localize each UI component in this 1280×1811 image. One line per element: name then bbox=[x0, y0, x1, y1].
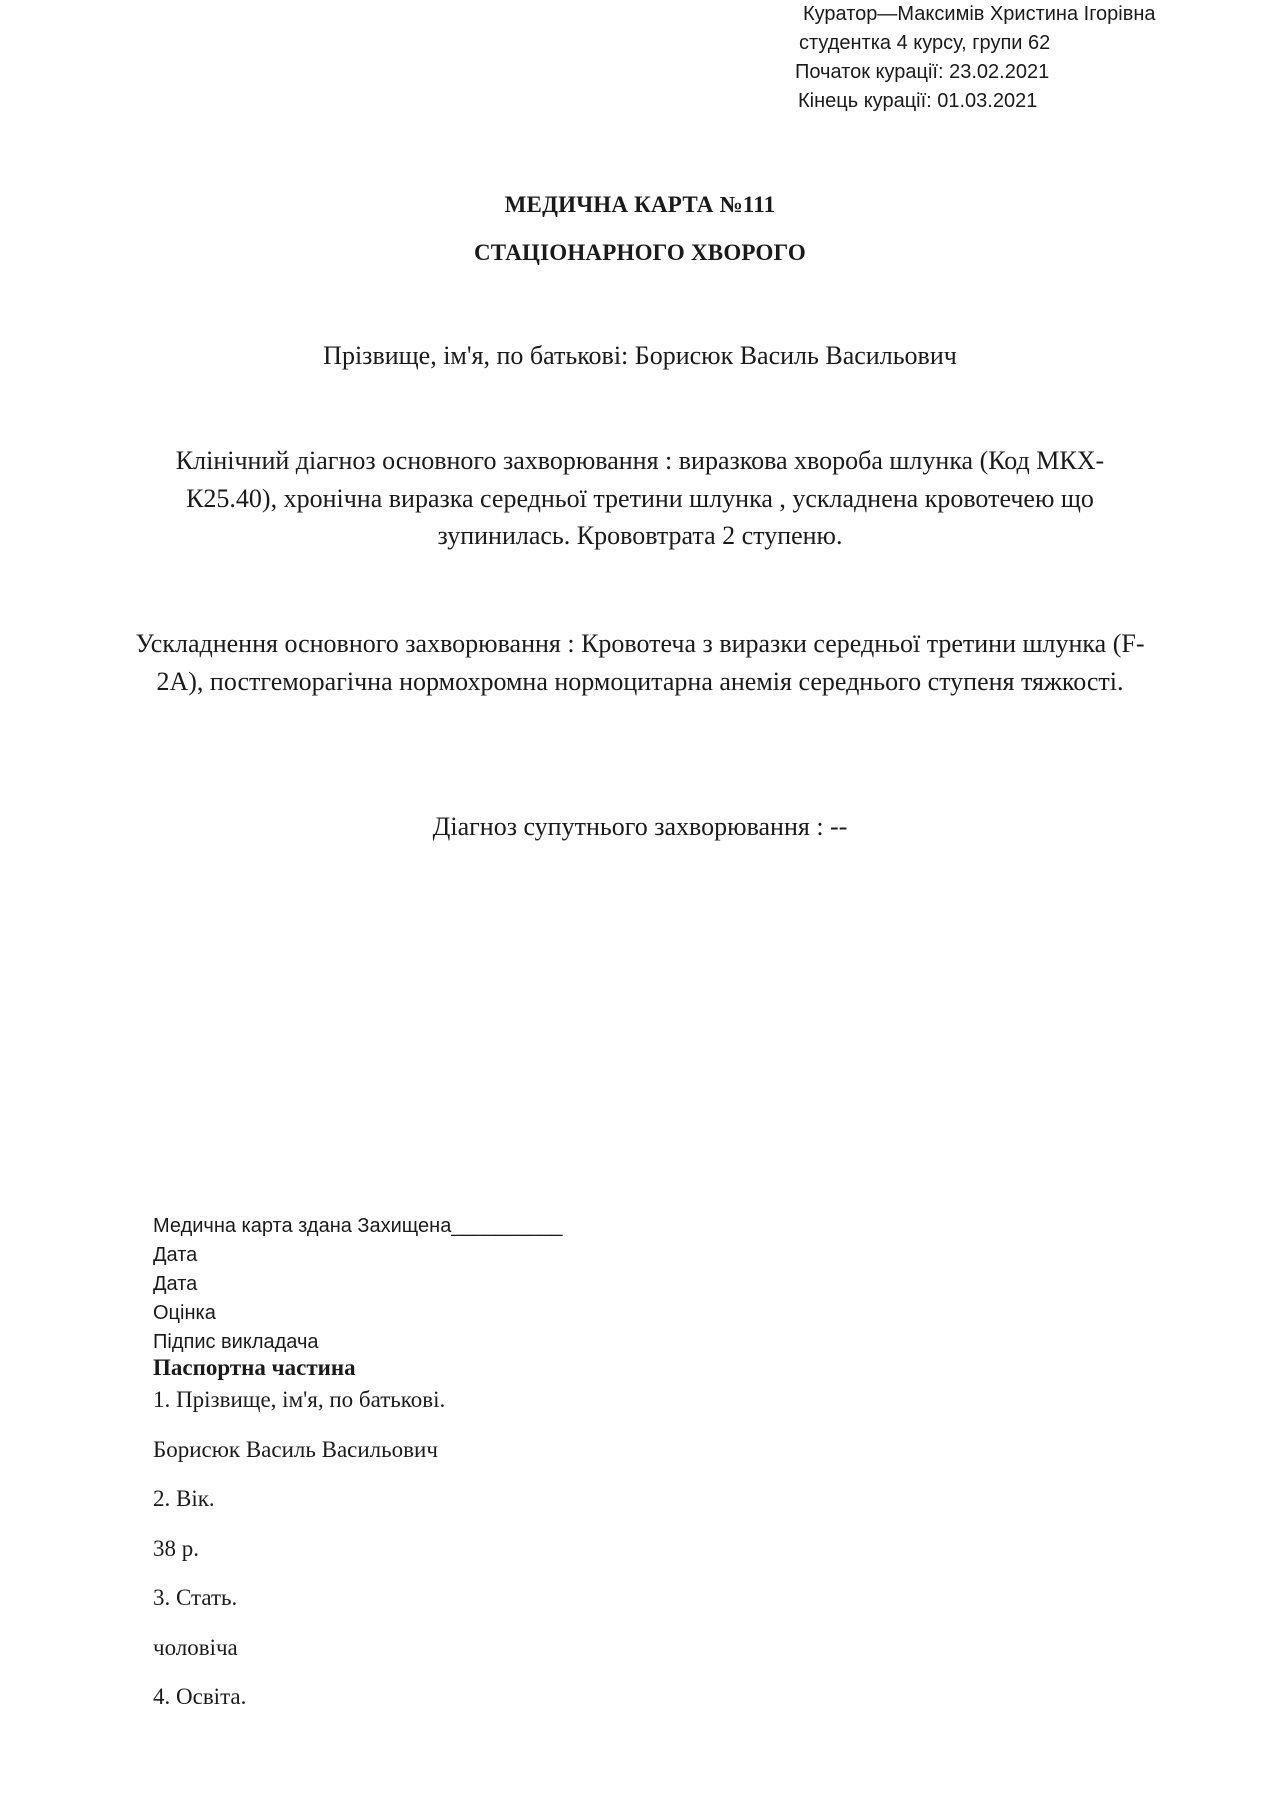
teacher-signature-label: Підпис викладача bbox=[153, 1331, 319, 1353]
curation-start-date: Початок курації: 23.02.2021 bbox=[795, 61, 1050, 83]
curation-end-date: Кінець курації: 01.03.2021 bbox=[798, 90, 1038, 112]
passport-item: 3. Стать. bbox=[153, 1585, 238, 1610]
passport-item: чоловіча bbox=[153, 1634, 238, 1660]
passport-item: 1. Прізвище, ім'я, по батькові. bbox=[153, 1387, 446, 1412]
submission-block bbox=[153, 1212, 563, 1357]
curator-student-info: студентка 4 курсу, групи 62 bbox=[799, 32, 1051, 54]
passport-section-heading: Паспортна частина bbox=[153, 1355, 356, 1380]
grade-label: Оцінка bbox=[153, 1302, 216, 1324]
clinical-diagnosis: Клінічний діагноз основного захворювання : виразкова хвороба шлунка (Код МКХ- К25.40), хронічна виразка середньої третини шлунка , ускладнена кровотечею що зупинилась. Крововтрата 2 ступеню. bbox=[175, 446, 1105, 550]
defense-date-label: Дата bbox=[153, 1273, 198, 1295]
patient-name-line: Прізвище, ім'я, по батькові: Борисюк Василь Васильович bbox=[323, 341, 957, 370]
document-subtitle: СТАЦІОНАРНОГО ХВОРОГО bbox=[474, 240, 806, 265]
passport-section bbox=[153, 1386, 445, 1733]
submission-date-label: Дата bbox=[153, 1244, 198, 1266]
curator-name: Куратор—Максимів Христина Ігорівна bbox=[803, 3, 1156, 25]
curator-block bbox=[795, 0, 1156, 116]
submission-status: Медична карта здана Захищена__________ bbox=[153, 1215, 563, 1237]
document-title: МЕДИЧНА КАРТА №111 bbox=[504, 192, 776, 217]
passport-item: 38 р. bbox=[153, 1535, 199, 1561]
passport-item: Борисюк Василь Васильович bbox=[153, 1436, 438, 1462]
passport-item: 4. Освіта. bbox=[153, 1684, 247, 1709]
concomitant-diagnosis: Діагноз супутнього захворювання : -- bbox=[432, 812, 848, 841]
complications-diagnosis: Ускладнення основного захворювання : Кровотеча з виразки середньої третини шлунка (F-2A), постгеморагічна нормохромна нормоцитарна анемія середнього ступеня тяжкості. bbox=[135, 629, 1145, 696]
passport-item: 2. Вік. bbox=[153, 1486, 215, 1511]
